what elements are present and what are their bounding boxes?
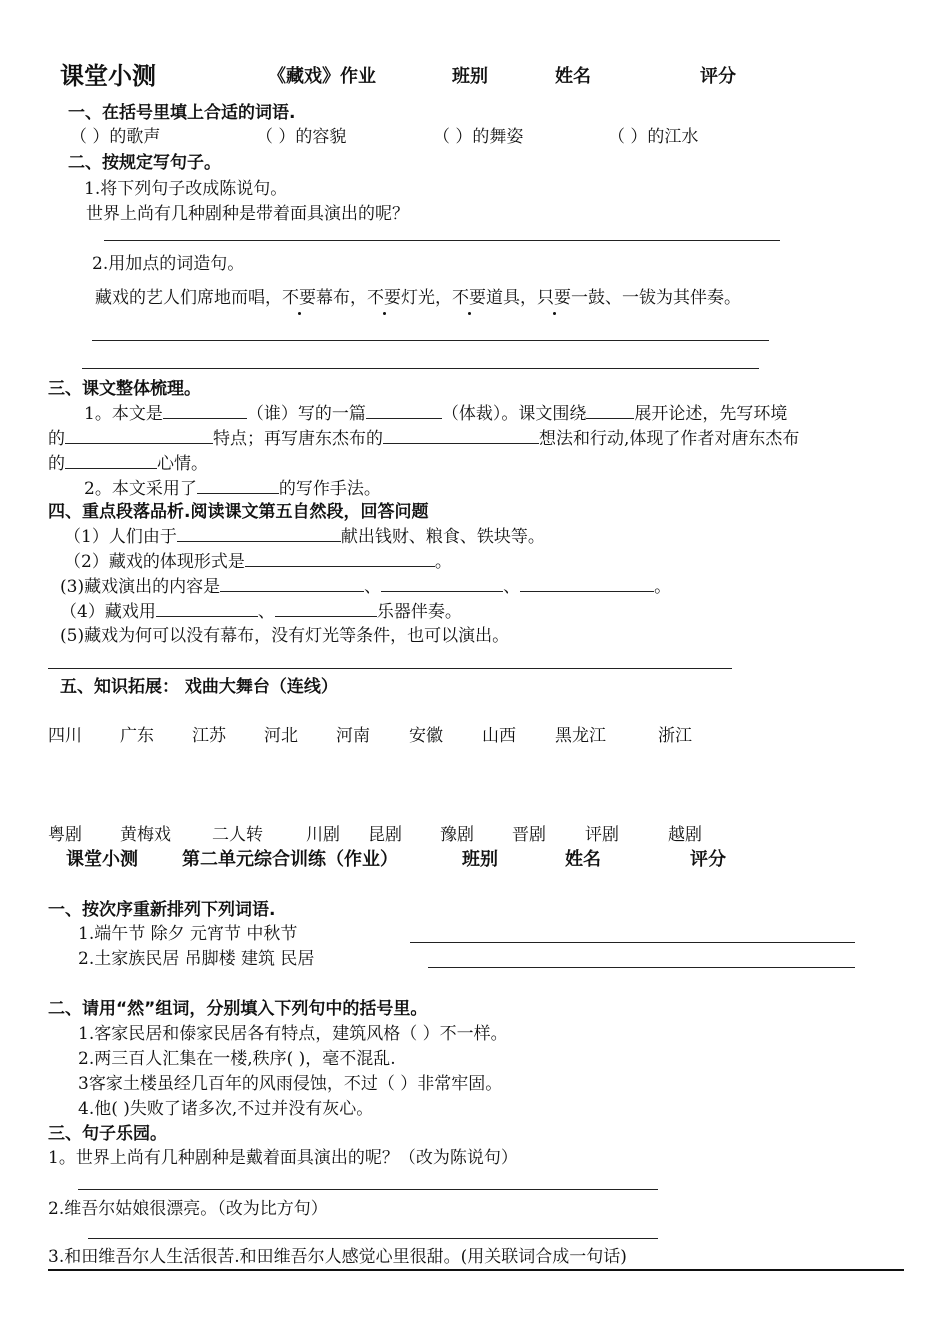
answer-line[interactable] — [48, 1269, 904, 1271]
sentence-part: 幕布， — [316, 288, 367, 308]
answer-line[interactable] — [410, 942, 855, 943]
question-sentence-dotted — [95, 287, 741, 309]
province-item[interactable]: 安徽 — [409, 726, 443, 746]
province-item[interactable]: 河南 — [336, 726, 370, 746]
dotted-word: 不要 — [452, 288, 486, 308]
blank[interactable] — [163, 402, 247, 419]
opera-item[interactable]: 昆剧 — [368, 825, 402, 845]
text: （2）藏戏的体现形式是 — [64, 552, 245, 572]
text: 、 — [364, 577, 382, 597]
blank[interactable] — [383, 427, 539, 444]
dotted-word: 不要 — [282, 288, 316, 308]
blank[interactable] — [520, 575, 654, 592]
name-label: 姓名 — [565, 849, 601, 870]
text: 献出钱财、粮食、铁块等。 — [340, 527, 545, 547]
answer-line[interactable] — [82, 368, 759, 369]
fill-line — [84, 477, 381, 500]
section-4-heading: 四、重点段落品析.阅读课文第五自然段，回答问题 — [48, 502, 429, 522]
question-text: 3.和田维吾尔人生活很苦.和田维吾尔人感觉心里很甜。(用关联词合成一句话) — [48, 1247, 627, 1267]
blank[interactable] — [245, 550, 435, 567]
blank[interactable] — [586, 402, 634, 419]
fill-line — [48, 427, 799, 450]
section-2-heading: 二、请用“然”组词，分别填入下列句中的括号里。 — [48, 999, 428, 1019]
opera-item[interactable]: 黄梅戏 — [120, 825, 171, 845]
section-1-heading: 一、按次序重新排列下列词语. — [48, 900, 276, 920]
question-text[interactable]: 2.两三百人汇集在一楼,秩序( )，毫不混乱. — [78, 1049, 396, 1069]
text: （谁）写的一篇 — [246, 404, 366, 424]
fill-blank-item[interactable]: （ ）的歌声 — [70, 127, 161, 147]
opera-item[interactable]: 评剧 — [585, 825, 619, 845]
fill-line — [64, 550, 452, 573]
text: 心情。 — [157, 454, 208, 474]
province-item[interactable]: 四川 — [48, 726, 82, 746]
blank[interactable] — [177, 525, 341, 542]
sentence-part: 道具， — [486, 288, 537, 308]
text: 。 — [434, 552, 452, 572]
province-item[interactable]: 黑龙江 — [555, 726, 606, 746]
text: (3)藏戏演出的内容是 — [60, 577, 221, 597]
text: 2。本文采用了 — [84, 479, 197, 499]
section-3-heading: 三、句子乐园。 — [48, 1124, 167, 1144]
province-item[interactable]: 河北 — [264, 726, 298, 746]
class-label: 班别 — [462, 849, 498, 870]
blank[interactable] — [275, 600, 377, 617]
opera-item[interactable]: 豫剧 — [440, 825, 474, 845]
section-2-heading: 二、按规定写句子。 — [68, 153, 221, 173]
answer-line[interactable] — [78, 1189, 658, 1190]
dotted-word: 只要 — [537, 288, 571, 308]
blank[interactable] — [156, 600, 258, 617]
opera-item[interactable]: 二人转 — [212, 825, 263, 845]
text: 想法和行动,体现了作者对唐东杰布 — [539, 429, 800, 449]
name-label: 姓名 — [555, 66, 591, 87]
blank[interactable] — [65, 452, 157, 469]
text: 的 — [48, 454, 65, 474]
score-label: 评分 — [700, 66, 736, 87]
province-item[interactable]: 浙江 — [658, 726, 692, 746]
fill-blank-item[interactable]: （ ）的容貌 — [256, 127, 347, 147]
fill-line — [84, 402, 787, 425]
class-label: 班别 — [452, 66, 488, 87]
assignment-title: 第二单元综合训练（作业） — [182, 849, 398, 870]
section-3-heading: 三、课文整体梳理。 — [48, 379, 201, 399]
fill-line — [60, 575, 671, 598]
sentence-part: 藏戏的艺人们席地而唱， — [95, 288, 282, 308]
question-text: 1.端午节 除夕 元宵节 中秋节 — [78, 924, 298, 944]
text: 乐器伴奏。 — [376, 602, 462, 622]
page-title: 课堂小测 — [60, 62, 156, 90]
question-text: 2.土家族民居 吊脚楼 建筑 民居 — [78, 949, 315, 969]
province-item[interactable]: 山西 — [482, 726, 516, 746]
assignment-title: 《藏戏》作业 — [268, 66, 376, 87]
opera-item[interactable]: 越剧 — [668, 825, 702, 845]
sentence-part: 一鼓、一钹为其伴奏。 — [571, 288, 741, 308]
question-text[interactable]: 3客家土楼虽经几百年的风雨侵蚀，不过（ ）非常牢固。 — [78, 1074, 503, 1094]
answer-line[interactable] — [428, 967, 855, 968]
blank[interactable] — [65, 427, 213, 444]
blank[interactable] — [366, 402, 442, 419]
answer-line[interactable] — [104, 240, 780, 241]
text: 的写作手法。 — [278, 479, 381, 499]
text: （4）藏戏用 — [60, 602, 156, 622]
question-text: (5)藏戏为何可以没有幕布，没有灯光等条件，也可以演出。 — [60, 626, 510, 646]
question-text: 2.维吾尔姑娘很漂亮。（改为比方句） — [48, 1199, 328, 1219]
text: 1。本文是 — [84, 404, 163, 424]
fill-blank-item[interactable]: （ ）的江水 — [608, 127, 699, 147]
answer-line[interactable] — [92, 340, 769, 341]
blank[interactable] — [197, 477, 279, 494]
dotted-word: 不要 — [367, 288, 401, 308]
opera-item[interactable]: 晋剧 — [512, 825, 546, 845]
text: 的 — [48, 429, 65, 449]
answer-line[interactable] — [48, 668, 732, 669]
fill-line — [48, 452, 208, 475]
fill-line — [64, 525, 545, 548]
fill-blank-item[interactable]: （ ）的舞姿 — [433, 127, 524, 147]
opera-item[interactable]: 川剧 — [306, 825, 340, 845]
page-title: 课堂小测 — [66, 849, 138, 870]
sentence-part: 灯光， — [401, 288, 452, 308]
score-label: 评分 — [690, 849, 726, 870]
opera-item[interactable]: 粤剧 — [48, 825, 82, 845]
province-item[interactable]: 江苏 — [192, 726, 226, 746]
text: （1）人们由于 — [64, 527, 177, 547]
section-5-heading: 五、知识拓展： 戏曲大舞台（连线） — [60, 677, 338, 697]
text: 。 — [654, 577, 672, 597]
question-text[interactable]: 1.客家民居和傣家民居各有特点，建筑风格（ ）不一样。 — [78, 1024, 508, 1044]
question-text: 1.将下列句子改成陈说句。 — [84, 179, 288, 199]
text: （体裁）。课文围绕 — [441, 404, 587, 424]
question-text: 2.用加点的词造句。 — [92, 254, 245, 274]
text: 、 — [503, 577, 521, 597]
question-text[interactable]: 4.他( )失败了诸多次,不过并没有灰心。 — [78, 1099, 374, 1119]
text: 特点；再写唐东杰布的 — [213, 429, 383, 449]
question-sentence: 世界上尚有几种剧种是带着面具演出的呢？ — [86, 204, 409, 224]
blank[interactable] — [381, 575, 503, 592]
text: 、 — [257, 602, 275, 622]
section-1-heading: 一、在括号里填上合适的词语. — [68, 103, 296, 123]
fill-line — [60, 600, 462, 623]
blank[interactable] — [220, 575, 364, 592]
question-text: 1。世界上尚有几种剧种是戴着面具演出的呢？（改为陈说句） — [48, 1148, 518, 1168]
province-item[interactable]: 广东 — [120, 726, 154, 746]
answer-line[interactable] — [88, 1238, 658, 1239]
text: 展开论述，先写环境 — [634, 404, 788, 424]
